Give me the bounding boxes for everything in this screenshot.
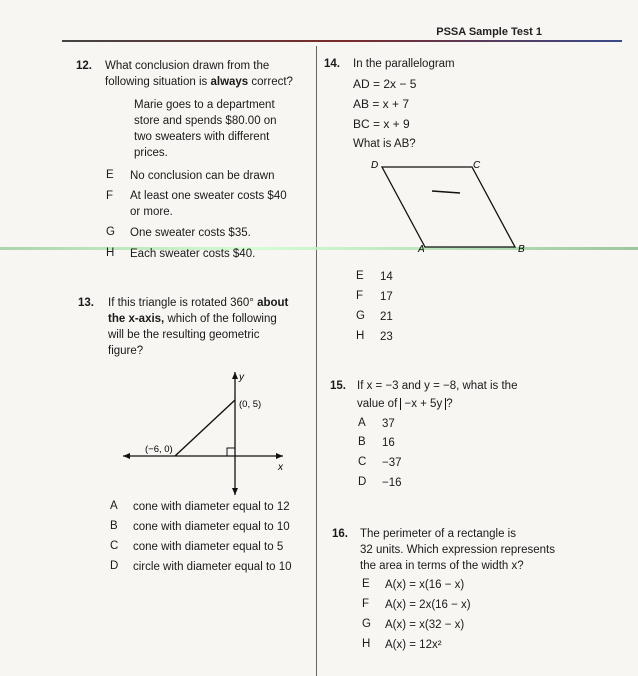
- q12-prompt-post: correct?: [248, 76, 293, 88]
- q15-line2-post: ?: [446, 398, 453, 410]
- q15-option-c-letter[interactable]: C: [358, 456, 367, 468]
- q16-option-h-text[interactable]: A(x) = 12x²: [385, 639, 442, 651]
- q14-option-e-letter[interactable]: E: [356, 270, 364, 282]
- q12-prompt-bold: always: [210, 76, 249, 88]
- q16-line: the area in terms of the width x?: [360, 560, 524, 572]
- q12-option-h-text[interactable]: Each sweater costs $40.: [130, 248, 256, 260]
- y-axis-label: y: [239, 372, 244, 383]
- q12-number: 12.: [76, 60, 92, 72]
- q13-line3: will be the resulting geometric: [108, 329, 260, 341]
- q13-number: 13.: [78, 297, 94, 309]
- q13-option-b-letter[interactable]: B: [110, 520, 118, 532]
- q14-number: 14.: [324, 58, 340, 70]
- q16-option-h-letter[interactable]: H: [362, 638, 371, 650]
- q12-prompt-pre: What conclusion drawn from the following situation is: [105, 60, 270, 88]
- q12-prompt: [105, 58, 310, 90]
- q15-abs-expression: −x + 5y: [400, 398, 446, 410]
- q13-line2-bold: the x-axis,: [108, 313, 165, 325]
- q12-option-e-text[interactable]: No conclusion can be drawn: [130, 170, 275, 182]
- right-angle-mark: [227, 448, 235, 456]
- q12-scenario-line: two sweaters with different: [134, 131, 270, 143]
- q12-option-g-text[interactable]: One sweater costs $35.: [130, 227, 251, 239]
- q15-option-a-text[interactable]: 37: [382, 418, 395, 430]
- q16-number: 16.: [332, 528, 348, 540]
- q14-option-f-text[interactable]: 17: [380, 291, 393, 303]
- point-left-label: (−6, 0): [145, 444, 173, 455]
- q12-scenario: [134, 97, 277, 161]
- q13-line2-post: which of the following: [164, 313, 277, 325]
- q15-line2-pre: value of: [357, 398, 401, 410]
- q12-scenario-line: prices.: [134, 147, 168, 159]
- q14-option-e-text[interactable]: 14: [380, 271, 393, 283]
- page-header-title: PSSA Sample Test 1: [436, 26, 542, 38]
- q13-option-c-letter[interactable]: C: [110, 540, 119, 552]
- q14-option-h-letter[interactable]: H: [356, 330, 365, 342]
- y-axis-arrow-up: [232, 372, 238, 379]
- q13-line1-pre: If this triangle is rotated 360°: [108, 297, 258, 309]
- vertex-d-label: D: [371, 160, 379, 171]
- q13-line4: figure?: [108, 345, 144, 357]
- parallelogram-mark: [432, 191, 460, 193]
- q14-option-h-text[interactable]: 23: [380, 331, 393, 343]
- q12-option-h-letter[interactable]: H: [106, 247, 115, 259]
- q13-option-b-text[interactable]: cone with diameter equal to 10: [133, 521, 290, 533]
- q12-option-g-letter[interactable]: G: [106, 226, 115, 238]
- q16-option-g-text[interactable]: A(x) = x(32 − x): [385, 619, 465, 631]
- q13-option-c-text[interactable]: cone with diameter equal to 5: [133, 541, 284, 553]
- vertex-c-label: C: [473, 160, 481, 171]
- q14-option-g-letter[interactable]: G: [356, 310, 365, 322]
- q14-option-g-text[interactable]: 21: [380, 311, 393, 323]
- x-axis-arrow-right: [276, 453, 283, 459]
- q13-line1-bold: about: [257, 297, 289, 309]
- q12-option-f-text[interactable]: [130, 188, 287, 220]
- q12-scenario-line: Marie goes to a department: [134, 99, 275, 111]
- q14-question: What is AB?: [353, 138, 416, 150]
- q15-number: 15.: [330, 380, 346, 392]
- q12-option-e-letter[interactable]: E: [106, 169, 114, 181]
- q16-option-e-letter[interactable]: E: [362, 578, 370, 590]
- q15-option-d-letter[interactable]: D: [358, 476, 367, 488]
- q15-prompt: [357, 378, 597, 412]
- scan-artifact-line: [0, 247, 638, 250]
- q14-intro: In the parallelogram: [353, 58, 455, 70]
- q13-option-d-letter[interactable]: D: [110, 560, 119, 572]
- point-top-label: (0, 5): [239, 399, 262, 410]
- q15-option-d-text[interactable]: −16: [382, 477, 402, 489]
- vertex-a-label: A: [418, 244, 425, 255]
- q13-option-a-letter[interactable]: A: [110, 500, 118, 512]
- q14-eq-ab: AB = x + 7: [353, 97, 410, 111]
- q14-eq-bc: BC = x + 9: [353, 117, 410, 131]
- q14-option-f-letter[interactable]: F: [356, 290, 364, 302]
- triangle-hypotenuse: [175, 400, 235, 456]
- q16-line: The perimeter of a rectangle is: [360, 528, 516, 540]
- q13-triangle-graph: [115, 360, 295, 500]
- q13-option-a-text[interactable]: cone with diameter equal to 12: [133, 501, 290, 513]
- x-axis-label: x: [278, 462, 283, 473]
- q15-option-b-letter[interactable]: B: [358, 436, 366, 448]
- q16-line: 32 units. Which expression represents: [360, 544, 555, 556]
- q13-option-d-text[interactable]: circle with diameter equal to 10: [133, 561, 292, 573]
- vertex-b-label: B: [518, 244, 525, 255]
- q15-option-a-letter[interactable]: A: [358, 417, 366, 429]
- column-divider: [316, 46, 317, 676]
- q15-option-b-text[interactable]: 16: [382, 437, 395, 449]
- q16-option-e-text[interactable]: A(x) = x(16 − x): [385, 579, 465, 591]
- q16-option-f-letter[interactable]: F: [362, 598, 370, 610]
- parallelogram-shape: [382, 167, 515, 247]
- q15-line1: If x = −3 and y = −8, what is the: [357, 380, 518, 392]
- q15-option-c-text[interactable]: −37: [382, 457, 402, 469]
- q12-option-f-line2: or more.: [130, 206, 173, 218]
- q14-parallelogram: [360, 155, 530, 255]
- y-axis-arrow-down: [232, 488, 238, 495]
- q16-prompt: [360, 526, 600, 574]
- q12-scenario-line: store and spends $80.00 on: [134, 115, 277, 127]
- q13-prompt: [108, 295, 313, 359]
- q12-option-f-line1: At least one sweater costs $40: [130, 190, 287, 202]
- q14-eq-ad: AD = 2x − 5: [353, 77, 417, 91]
- q16-option-f-text[interactable]: A(x) = 2x(16 − x): [385, 599, 471, 611]
- q16-option-g-letter[interactable]: G: [362, 618, 371, 630]
- q12-option-f-letter[interactable]: F: [106, 190, 114, 202]
- header-rule: [62, 40, 622, 42]
- x-axis-arrow-left: [123, 453, 130, 459]
